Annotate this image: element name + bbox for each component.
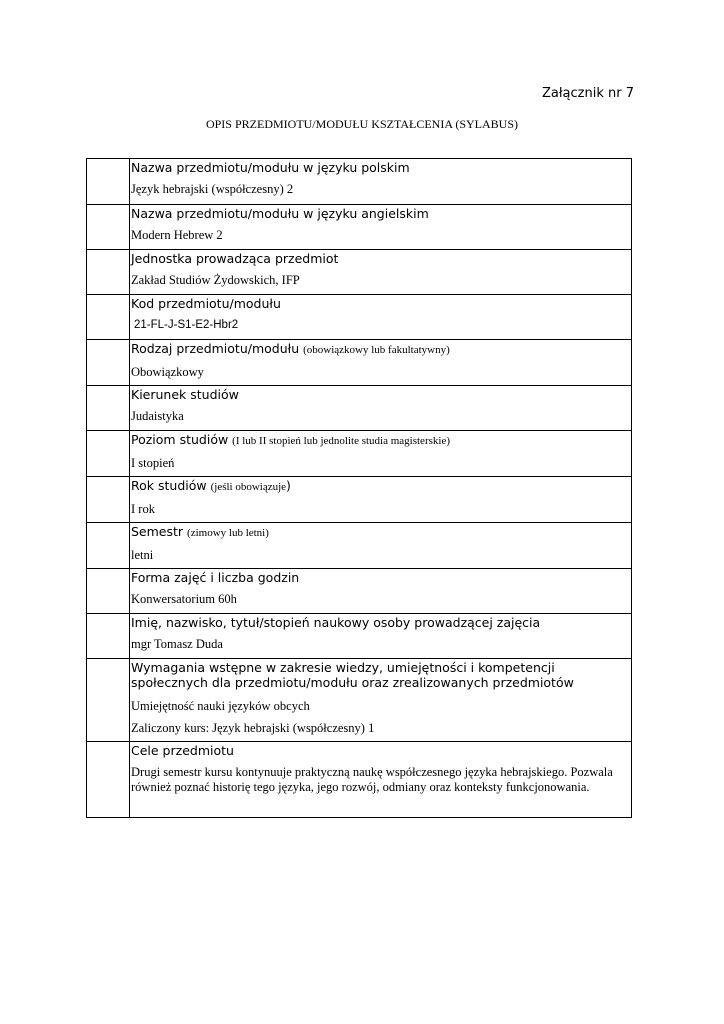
row-number-cell [87,431,130,477]
field-label [131,341,629,358]
document-title: OPIS PRZEDMIOTU/MODUŁU KSZTAŁCENIA (SYLABUS) [205,117,519,131]
field-label [131,524,629,541]
row-number-cell [87,523,130,569]
field-hint: (I lub II stopień lub jednolite studia magisterskie) [232,435,450,447]
field-label: Kod przedmiotu/modułu [131,296,281,311]
field-value: Obowiązkowy [131,365,204,379]
field-hint: (obowiązkowy lub fakultatywny) [303,344,450,356]
table-row [87,523,632,569]
row-content-cell [130,340,632,386]
row-content-cell [130,295,632,340]
field-label [131,478,629,495]
field-value-secondary: Zaliczony kurs: Język hebrajski (współczesny) 1 [131,721,375,735]
row-number-cell [87,614,130,659]
row-number-cell [87,205,130,250]
row-number-cell [87,477,130,523]
table-row [87,205,632,250]
field-label: Wymagania wstępne w zakresie wiedzy, umiejętności i kompetencji społecznych dla przedmiotu/modułu oraz zrealizowanych przedmiotów [131,660,574,690]
field-value: Konwersatorium 60h [131,592,237,606]
field-label: Cele przedmiotu [131,743,234,758]
field-value: Język hebrajski (współczesny) 2 [131,182,294,196]
row-content-cell [130,477,632,523]
row-content-cell [130,159,632,205]
course-code-value: 21-FL-J-S1-E2-Hbr2 [134,319,239,331]
table-row [87,250,632,295]
table-row [87,295,632,340]
field-label: Jednostka prowadząca przedmiot [131,251,339,266]
field-label: Nazwa przedmiotu/modułu w języku polskim [131,160,410,175]
field-label-text: Poziom studiów [131,432,229,447]
row-number-cell [87,250,130,295]
syllabus-table [86,158,632,818]
field-label [131,432,629,449]
table-row [87,614,632,659]
field-label-text: Semestr [131,524,184,539]
field-value: mgr Tomasz Duda [131,637,223,651]
course-objectives-text: Drugi semestr kursu kontynuuje praktyczną naukę współczesnego języka hebrajskiego. Pozwala również poznać historię tego języka, jego rozwój, odmiany oraz konteksty funkcjonowania. [131,765,613,794]
table-row [87,386,632,431]
field-value: I stopień [131,456,175,470]
field-value: Umiejętność nauki języków obcych [131,699,310,713]
row-number-cell [87,659,130,742]
field-label: Nazwa przedmiotu/modułu w języku angielskim [131,206,429,221]
row-content-cell [130,250,632,295]
field-value: Modern Hebrew 2 [131,228,223,242]
row-content-cell [130,431,632,477]
field-label-text: Rok studiów [131,478,207,493]
table-row [87,340,632,386]
row-number-cell [87,295,130,340]
field-value: Zakład Studiów Żydowskich, IFP [131,273,300,287]
table-row [87,659,632,742]
field-hint-tail: ) [286,478,291,493]
row-content-cell [130,386,632,431]
field-label: Imię, nazwisko, tytuł/stopień naukowy osoby prowadzącej zajęcia [131,615,541,630]
row-number-cell [87,386,130,431]
field-label: Forma zajęć i liczba godzin [131,570,300,585]
field-label: Kierunek studiów [131,387,239,402]
field-label-text: Rodzaj przedmiotu/modułu [131,341,300,356]
field-value: I rok [131,502,155,516]
row-number-cell [87,159,130,205]
row-content-cell [130,659,632,742]
annex-number: Załącznik nr 7 [541,86,634,101]
field-value: letni [131,548,154,562]
table-row [87,742,632,818]
row-content-cell [130,569,632,614]
field-value: Judaistyka [131,409,184,423]
row-number-cell [87,569,130,614]
table-row [87,477,632,523]
row-number-cell [87,742,130,818]
row-content-cell [130,205,632,250]
row-content-cell [130,523,632,569]
table-row [87,569,632,614]
row-content-cell [130,614,632,659]
field-hint: (jeśli obowiązuje [210,481,287,493]
row-number-cell [87,340,130,386]
row-content-cell [130,742,632,818]
table-row [87,431,632,477]
field-hint: (zimowy lub letni) [187,527,269,539]
table-row [87,159,632,205]
